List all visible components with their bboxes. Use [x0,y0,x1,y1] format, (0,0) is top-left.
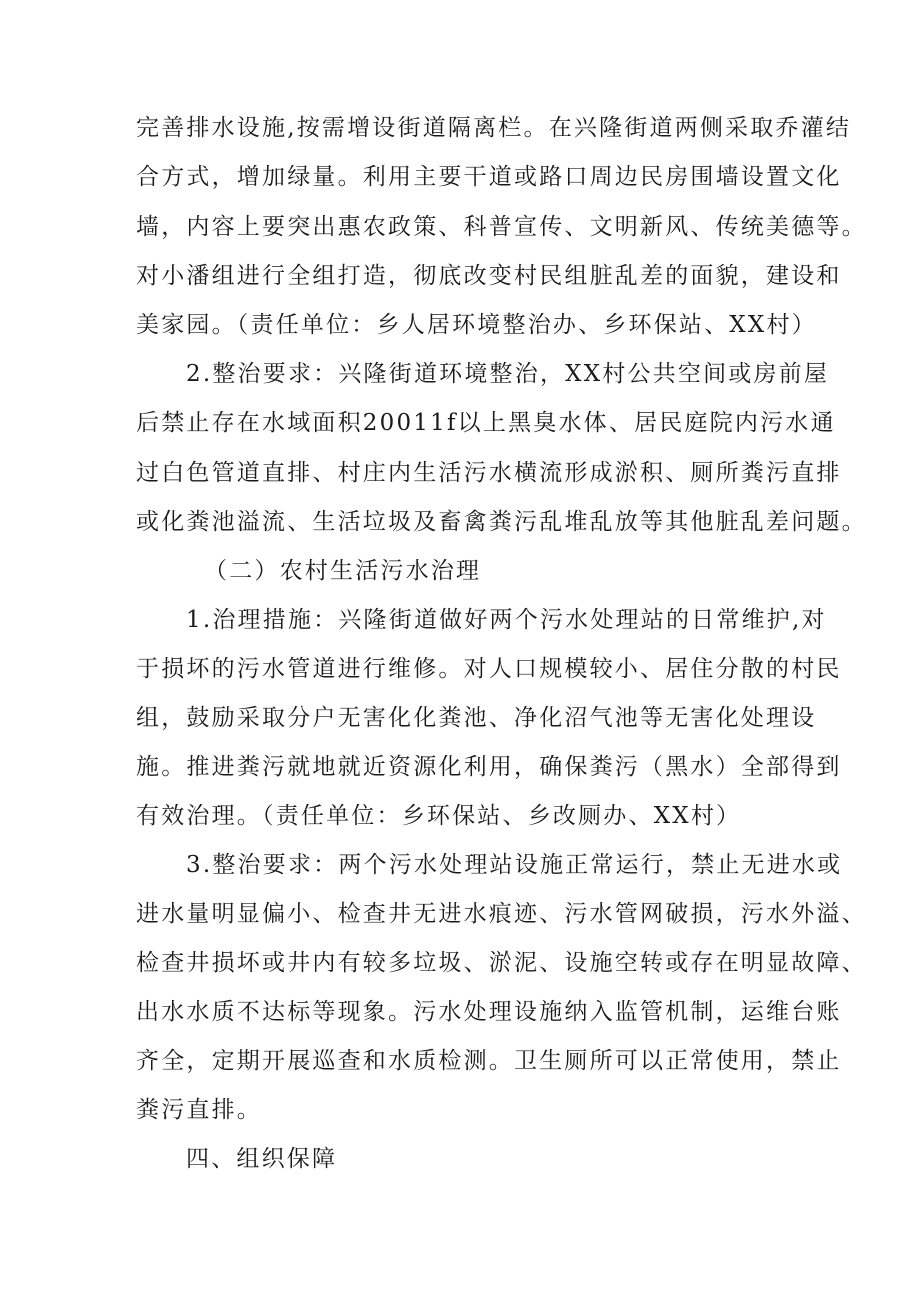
text-line: 美家园。（责任单位：乡人居环境整治办、乡环保站、XX村） [136,312,817,338]
text-line: 施。推进粪污就地就近资源化利用，确保粪污（黑水）全部得到 [136,754,842,780]
text-line: 完善排水设施,按需增设街道隔离栏。在兴隆街道两侧采取乔灌结 [136,115,852,141]
text-line: 合方式，增加绿量。利用主要干道或路口周边民房围墙设置文化 [136,164,842,190]
text-line: 对小潘组进行全组打造，彻底改变村民组脏乱差的面貌，建设和 [136,263,842,289]
text-line: 粪污直排。 [136,1097,262,1123]
text-line: 1.治理措施：兴隆街道做好两个污水处理站的日常维护,对 [186,607,827,633]
text-line: 组，鼓励采取分户无害化化粪池、净化沼气池等无害化处理设 [136,705,817,731]
text-line: 或化粪池溢流、生活垃圾及畜禽粪污乱堆乱放等其他脏乱差问题。 [136,509,867,535]
text-line: 2.整治要求：兴隆街道环境整治，XX村公共空间或房前屋 [186,361,830,387]
text-line: 过白色管道直排、村庄内生活污水横流形成淤积、厕所粪污直排 [136,460,842,486]
text-line: 后禁止存在水域面积20011f以上黑臭水体、居民庭院内污水通 [136,410,836,436]
text-line: 出水水质不达标等现象。污水处理设施纳入监管机制，运维台账 [136,999,842,1025]
text-line: 齐全，定期开展巡查和水质检测。卫生厕所可以正常使用，禁止 [136,1048,842,1074]
text-line: 墙，内容上要突出惠农政策、科普宣传、文明新风、传统美德等。 [136,214,867,240]
section-heading: 四、组织保障 [186,1146,338,1172]
text-line: 于损坏的污水管道进行维修。对人口规模较小、居住分散的村民 [136,656,842,682]
section-heading: （二）农村生活污水治理 [204,558,482,584]
text-line: 检查井损坏或井内有较多垃圾、淤泥、设施空转或存在明显故障、 [136,950,867,976]
text-line: 3.整治要求：两个污水处理站设施正常运行，禁止无进水或 [186,852,843,878]
text-line: 进水量明显偏小、检查井无进水痕迹、污水管网破损，污水外溢、 [136,901,867,927]
text-line: 有效治理。（责任单位：乡环保站、乡改厕办、XX村） [136,803,742,829]
